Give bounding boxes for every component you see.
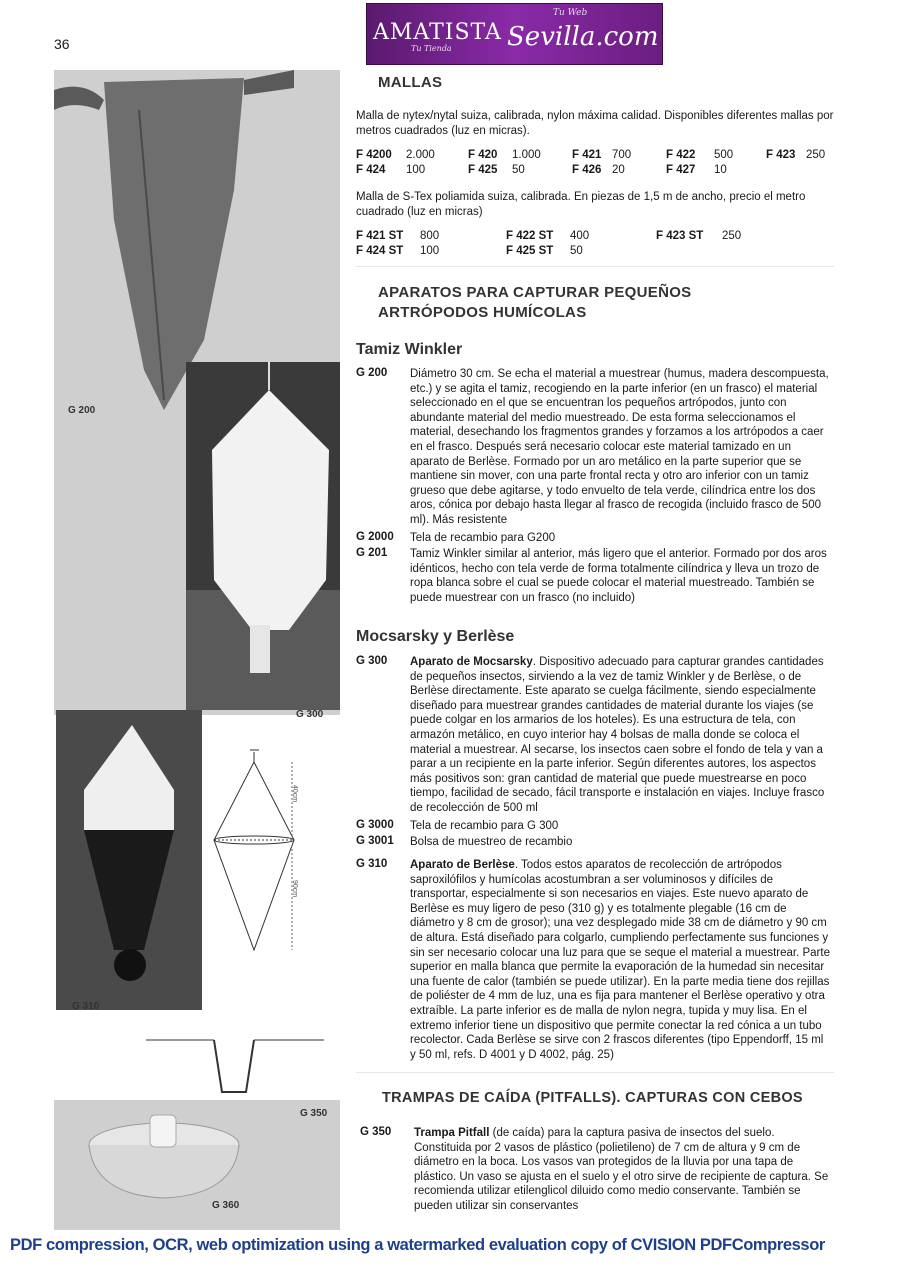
section-title-trampas: TRAMPAS DE CAÍDA (PITFALLS). CAPTURAS CON CEBOS (382, 1090, 803, 1106)
product-code: G 2000 (356, 531, 394, 543)
mesh-micron: 500 (714, 148, 734, 161)
table-row (356, 162, 825, 177)
figure-label-g300: G 300 (296, 709, 324, 720)
mallas-stex-table (356, 228, 741, 258)
mallas-intro-nytex: Malla de nytex/nytal suiza, calibrada, nylon máxima calidad. Disponibles diferentes mallas por metros cuadrados (luz en micras). (356, 110, 834, 137)
product-description (410, 858, 830, 1062)
product-description: Tela de recambio para G 300 (410, 820, 559, 832)
table-row (356, 228, 741, 243)
mesh-micron: 50 (570, 244, 583, 257)
pitfall-g350-diagram (146, 1010, 340, 1100)
product-code: G 350 (360, 1126, 392, 1138)
mesh-code: F 427 (666, 163, 696, 176)
mesh-code: F 424 (356, 163, 386, 176)
mocsarsky-g300-diagram (204, 742, 340, 1004)
product-text: . Todos estos aparatos de recolección de artrópodos saproxilófilos y humícolas acostumbran a ser voluminosos y difíciles de transportar, especialmente si son necesarios en viajes. Este nuevo aparato de Berlèse es muy ligero de peso (310 g) y es totalmente plegable (16 cm de diámetro y 8 cm de grosor); una vez desplegado mide 38 cm de diámetro y 90 cm de altura. Está diseñado para colgarlo, cumpliendo perfectamente sus funciones y sin ser necesario colocar una luz para que se seque el material a muestrear. Parte superior en malla blanca que permite la evaporación de la humedad sin necesitar una fuente de calor (también se puede utilizar). En la parte media tiene dos rejillas de poliéster de 4 mm de luz, una es fija para mantener el Berlèse operativo y otra extraíble. La parte inferior es de malla de nylon negra, tupida y muy lisa. En el extremo inferior tiene un dispositivo que permite conectar la red cónica a un tubo recolector. Cada Berlèse se sirve con 2 frascos diferentes (tipo Eppendorff, 15 ml y 50 ml, refs. D 4001 y D 4002, pág. 25) (410, 859, 830, 1061)
mallas-intro-stex: Malla de S-Tex poliamida suiza, calibrada. En piezas de 1,5 m de ancho, precio el metro cuadrado (luz en micras) (356, 191, 806, 218)
mesh-code: F 424 ST (356, 244, 404, 257)
logo-main: AMATISTA (373, 20, 502, 45)
berlese-g310-photo (56, 710, 202, 1010)
aparatos-title-line1: APARATOS PARA CAPTURAR PEQUEÑOS (378, 284, 692, 301)
product-description (410, 655, 830, 816)
mesh-code: F 420 (468, 148, 498, 161)
product-description (414, 1126, 834, 1214)
mesh-code: F 425 (468, 163, 498, 176)
mesh-code: F 423 (766, 148, 796, 161)
tamiz-winkler-g201-photo (186, 362, 340, 710)
product-code: G 310 (356, 858, 388, 870)
figure-label-g200: G 200 (68, 405, 96, 416)
page-number: 36 (54, 36, 70, 52)
mesh-micron: 100 (420, 244, 440, 257)
product-code: G 3001 (356, 835, 394, 847)
product-description: Bolsa de muestreo de recambio (410, 836, 573, 848)
mesh-micron: 10 (714, 163, 727, 176)
dimension-label-90: 90cm (291, 879, 299, 898)
product-name: Trampa Pitfall (414, 1127, 490, 1139)
mesh-micron: 2.000 (406, 148, 435, 161)
figure-label-g360: G 360 (212, 1200, 240, 1211)
mesh-micron: 700 (612, 148, 632, 161)
mesh-micron: 250 (722, 229, 742, 242)
logo-script: Sevilla.com (507, 22, 659, 52)
table-row (356, 147, 825, 162)
mesh-micron: 250 (806, 148, 826, 161)
product-code: G 3000 (356, 819, 394, 831)
mesh-micron: 20 (612, 163, 625, 176)
section-title-aparatos (378, 283, 692, 323)
mesh-code: F 422 (666, 148, 696, 161)
product-name: Aparato de Berlèse (410, 859, 515, 871)
amatista-logo[interactable] (366, 3, 663, 65)
mesh-code: F 421 ST (356, 229, 404, 242)
dimension-label-40: 40cm (291, 784, 299, 803)
figure-label-g350: G 350 (300, 1108, 328, 1119)
mesh-micron: 1.000 (512, 148, 541, 161)
mesh-code: F 422 ST (506, 229, 554, 242)
mesh-code: F 425 ST (506, 244, 554, 257)
mesh-micron: 50 (512, 163, 525, 176)
aparatos-title-line2: ARTRÓPODOS HUMÍCOLAS (378, 304, 587, 321)
mesh-micron: 800 (420, 229, 440, 242)
bait-trap-g360-photo (54, 1100, 340, 1230)
product-description: Tela de recambio para G200 (410, 532, 556, 544)
mesh-code: F 4200 (356, 148, 392, 161)
mesh-micron: 400 (570, 229, 590, 242)
product-code: G 200 (356, 367, 388, 379)
subsection-title-winkler: Tamiz Winkler (356, 341, 463, 358)
logo-tag-shop: Tu Tienda (411, 44, 452, 53)
evaluation-watermark: PDF compression, OCR, web optimization using a watermarked evaluation copy of CVISION PDFCompressor (10, 1236, 825, 1254)
product-photos-column (54, 70, 340, 1230)
mesh-code: F 423 ST (656, 229, 704, 242)
product-text: . Dispositivo adecuado para capturar grandes cantidades de pequeños insectos, sirviendo a la vez de tamiz Winkler y de Berlèse, o de Berlèse directamente. Este aparato se cuelga fácilmente, siendo especialmente diseñado para muestrear grandes cantidades de material durante los viajes (se puede colgar en los armarios de los hoteles). Es una estructura de tela, con armazón metálico, en cuyo interior hay 4 bolsas de malla donde se coloca el material a muestrear. Al secarse, los insectos caen sobre el fondo de tela y van a parar a un recipiente en la parte inferior. Según diferentes autores, los aspectos más positivos son: gran cantidad de material que puede muestrearse en poco tiempo, facilidad de secado, fácil transporte e instalación en viajes. Incluye frasco de recolección de 500 ml (410, 656, 825, 814)
subsection-title-mocsarsky: Mocsarsky y Berlèse (356, 628, 515, 645)
figure-label-g310: G 310 (72, 1001, 100, 1012)
product-name: Aparato de Mocsarsky (410, 656, 533, 668)
mesh-code: F 421 (572, 148, 602, 161)
product-description: Diámetro 30 cm. Se echa el material a muestrear (humus, madera descompuesta, etc.) y se agita el tamiz, recogiendo en la parte inferior (en un frasco) el material seleccionado en el que se encuentran los pequeños artrópodos, junto con abundante material del medio muestreado. De esta forma seleccionamos el material, desechando los fragmentos grandes y forzamos a los artrópodos a caer en el frasco. Después será necesario colocar este material tamizado en un aparato de Berlèse. Formado por un aro metálico en la parte superior que se mantiene sin mover, con una parte frontal recta y otro aro inferior con un tamiz grueso que debe agitarse, y todo envuelto de tela verde, cilíndrica entre los dos aros, cónica por debajo hasta llegar al frasco de recogida (incluido frasco de 500 ml). Más resistente (410, 368, 829, 526)
product-description: Tamiz Winkler similar al anterior, más ligero que el anterior. Formado por dos aros idénticos, hecho con tela verde de forma totalmente cilíndrica y lleva un trozo de ropa blanca sobre el cual se puede colocar el material muestreado. También se puede muestrear con un frasco (no incluido) (410, 548, 827, 604)
product-text: (de caída) para la captura pasiva de insectos del suelo. Constituida por 2 vasos de plástico (polietileno) de 7 cm de altura y 9 cm de diámetro en la boca. Los vasos van protegidos de la lluvia por una tapa de plástico. Un vaso se ajusta en el suelo y el otro sirve de recipiente de captura. Se recomienda utilizar etilenglicol diluido como medio conservante. También se pueden utilizar sin conservantes (414, 1127, 829, 1212)
mesh-code: F 426 (572, 163, 602, 176)
logo-tag-web: Tu Web (553, 8, 588, 18)
product-code: G 201 (356, 547, 388, 559)
section-title-mallas: MALLAS (378, 74, 443, 91)
table-row (356, 243, 741, 258)
mallas-nytex-table (356, 147, 825, 177)
product-code: G 300 (356, 655, 388, 667)
mesh-micron: 100 (406, 163, 426, 176)
